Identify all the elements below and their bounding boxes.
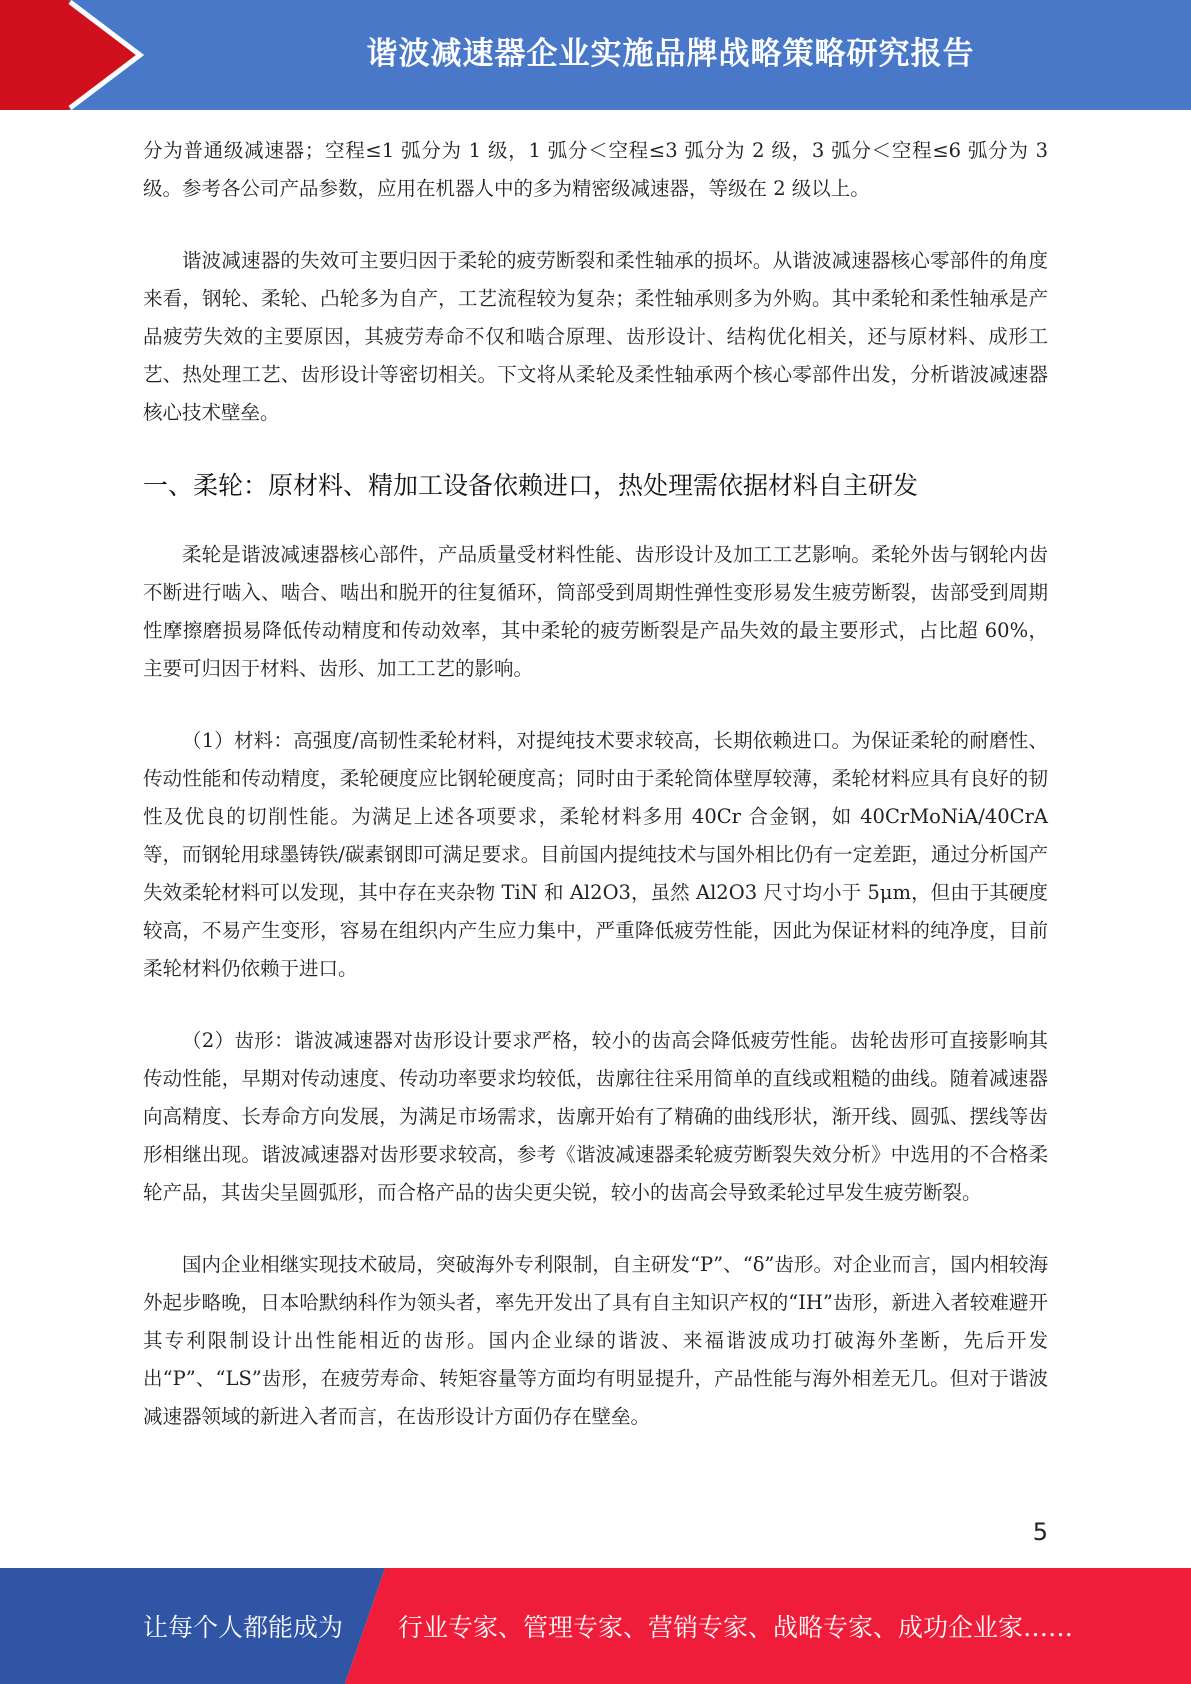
- paragraph-3: 柔轮是谐波减速器核心部件，产品质量受材料性能、齿形设计及加工工艺影响。柔轮外齿与钢轮内齿不断进行啮入、啮合、啮出和脱开的往复循环，筒部受到周期性弹性变形易发生疲劳断裂，齿部受到周期性摩擦磨损易降低传动精度和传动效率，其中柔轮的疲劳断裂是产品失效的最主要形式，占比超 60%，主要可归因于材料、齿形、加工工艺的影响。: [143, 543, 1048, 680]
- header-arrow-icon: [0, 0, 160, 110]
- paragraph-4: （1）材料：高强度/高韧性柔轮材料，对提纯技术要求较高，长期依赖进口。为保证柔轮的耐磨性、传动性能和传动精度，柔轮硬度应比钢轮硬度高；同时由于柔轮筒体壁厚较薄，柔轮材料应具有良好的韧性及优良的切削性能。为满足上述各项要求，柔轮材料多用 40Cr 合金钢，如 40CrMoNiA/40CrA 等，而钢轮用球墨铸铁/碳素钢即可满足要求。目前国内提纯技术与国外相比仍有一定差距，通过分析国产失效柔轮材料可以发现，其中存在夹杂物 TiN 和 Al2O3，虽然 Al2O3 尺寸均小于 5μm，但由于其硬度较高，不易产生变形，容易在组织内产生应力集中，严重降低疲劳性能，因此为保证材料的纯净度，目前柔轮材料仍依赖于进口。: [143, 729, 1048, 980]
- footer-band: [0, 1568, 1191, 1684]
- section-heading: 一、柔轮：原材料、精加工设备依赖进口，热处理需依据材料自主研发: [143, 471, 919, 500]
- page-number: 5: [1032, 1518, 1048, 1546]
- paragraph-6: 国内企业相继实现技术破局，突破海外专利限制，自主研发“P”、“δ”齿形。对企业而言，国内相较海外起步略晚，日本哈默纳科作为领头者，率先开发出了具有自主知识产权的“IH”齿形，新进入者较难避开其专利限制设计出性能相近的齿形。国内企业绿的谐波、来福谐波成功打破海外垄断，先后开发出“P”、“LS”齿形，在疲劳寿命、转矩容量等方面均有明显提升，产品性能与海外相差无几。但对于谐波减速器领域的新进入者而言，在齿形设计方面仍存在壁垒。: [143, 1253, 1048, 1428]
- footer-slogan-left: 让每个人都能成为: [143, 1613, 344, 1642]
- footer-slogan-right: 行业专家、管理专家、营销专家、战略专家、成功企业家……: [398, 1613, 1074, 1642]
- document-body: [143, 132, 1048, 1470]
- paragraph-5: （2）齿形：谐波减速器对齿形设计要求严格，较小的齿高会降低疲劳性能。齿轮齿形可直接影响其传动性能，早期对传动速度、传动功率要求均较低，齿廓往往采用简单的直线或粗糙的曲线。随着减速器向高精度、长寿命方向发展，为满足市场需求，齿廓开始有了精确的曲线形状，渐开线、圆弧、摆线等齿形相继出现。谐波减速器对齿形要求较高，参考《谐波减速器柔轮疲劳断裂失效分析》中选用的不合格柔轮产品，其齿尖呈圆弧形，而合格产品的齿尖更尖锐，较小的齿高会导致柔轮过早发生疲劳断裂。: [143, 1029, 1048, 1204]
- paragraph-2: 谐波减速器的失效可主要归因于柔轮的疲劳断裂和柔性轴承的损坏。从谐波减速器核心零部件的角度来看，钢轮、柔轮、凸轮多为自产，工艺流程较为复杂；柔性轴承则多为外购。其中柔轮和柔性轴承是产品疲劳失效的主要原因，其疲劳寿命不仅和啮合原理、齿形设计、结构优化相关，还与原材料、成形工艺、热处理工艺、齿形设计等密切相关。下文将从柔轮及柔性轴承两个核心零部件出发，分析谐波减速器核心技术壁垒。: [143, 249, 1048, 424]
- paragraph-1: 分为普通级减速器；空程≤1 弧分为 1 级，1 弧分＜空程≤3 弧分为 2 级，3 弧分＜空程≤6 弧分为 3 级。参考各公司产品参数，应用在机器人中的多为精密级减速器，等级在 2 级以上。: [143, 139, 1048, 200]
- header-band: [0, 0, 1191, 110]
- header-title: 谐波减速器企业实施品牌战略策略研究报告: [366, 35, 975, 72]
